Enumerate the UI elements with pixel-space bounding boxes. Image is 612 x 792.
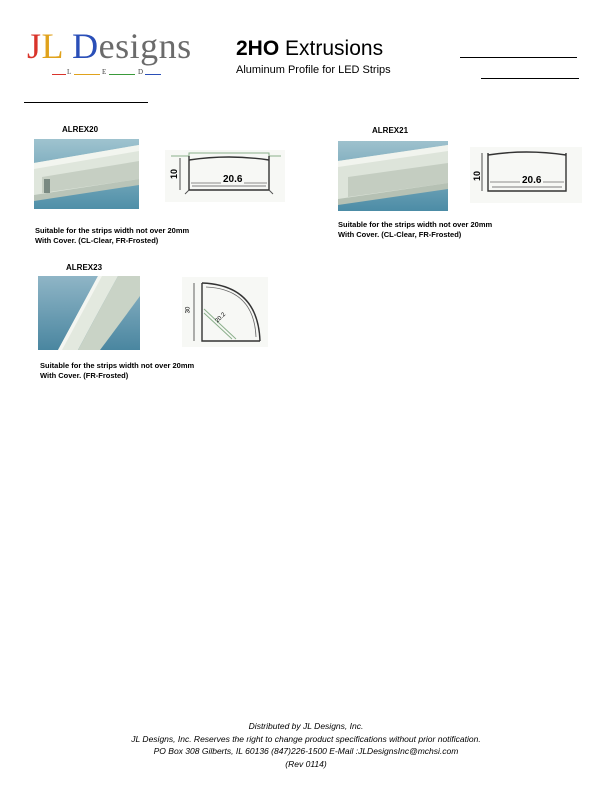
logo-led-row [52,68,162,80]
desc-line-2: With Cover. (FR-Frosted) [40,371,129,380]
header-rule-3 [24,102,148,103]
logo-green-line [109,74,135,75]
logo-letter-j: J [27,26,42,66]
product-code-alrex21: ALREX21 [372,126,409,135]
product-code-alrex23: ALREX23 [66,263,103,272]
header-rule-2 [481,78,579,79]
logo-sub-d: D [138,68,144,76]
desc-line-2: With Cover. (CL-Clear, FR-Frosted) [338,230,462,239]
logo-sub-e: E [102,68,107,76]
profile-drawing-alrex21 [470,147,582,203]
profile-drawing-alrex20 [165,150,285,202]
product-desc-alrex21 [338,220,492,240]
logo-rest: esigns [98,26,192,66]
logo-sub-l: L [67,68,72,76]
product-desc-alrex20 [35,226,189,246]
title-bold: 2HO [236,37,280,60]
logo-letter-l: L [41,26,63,66]
dim-width-alrex20: 20.6 [223,174,243,185]
extrusion-photo [38,276,140,350]
page-subtitle: Aluminum Profile for LED Strips [236,64,391,76]
logo-letter-d: D [72,26,99,66]
page-title [236,37,383,61]
desc-line-2: With Cover. (CL-Clear, FR-Frosted) [35,236,159,245]
product-code-alrex20: ALREX20 [62,125,99,134]
product-photo-alrex23 [38,276,140,350]
product-desc-alrex23 [40,361,194,381]
profile-drawing-alrex23 [182,277,268,347]
footer-disclaimer: JL Designs, Inc. Reserves the right to change product specifications without prior notification. [131,733,481,744]
dim-height-alrex21: 10 [472,170,483,182]
dim-height-alrex20: 10 [169,168,180,180]
desc-line-1: Suitable for the strips width not over 20mm [338,220,493,229]
logo-red-line [52,74,66,75]
extrusion-photo [338,141,448,211]
desc-line-1: Suitable for the strips width not over 20mm [40,361,195,370]
company-logo [27,26,192,66]
footer-distributor: Distributed by JL Designs, Inc. [248,721,364,731]
product-photo-alrex20 [34,139,139,209]
extrusion-photo [34,139,139,209]
profile-drawing [182,277,268,347]
dim-height-alrex23: 30 [185,306,192,314]
logo-blue-line [145,74,161,75]
product-photo-alrex21 [338,141,448,211]
desc-line-1: Suitable for the strips width not over 20mm [35,226,190,235]
footer-contact: PO Box 308 Gilberts, IL 60136 (847)226-1500 E-Mail :JLDesignsInc@mchsi.com [153,746,459,756]
page-footer [0,720,612,770]
dim-width-alrex21: 20.6 [522,175,542,186]
title-rest: Extrusions [285,37,384,60]
footer-revision: (Rev 0114) [285,758,327,769]
logo-yellow-line [74,74,100,75]
header-rule-1 [460,57,577,58]
dim-diag-alrex23: 20.2 [214,311,228,325]
